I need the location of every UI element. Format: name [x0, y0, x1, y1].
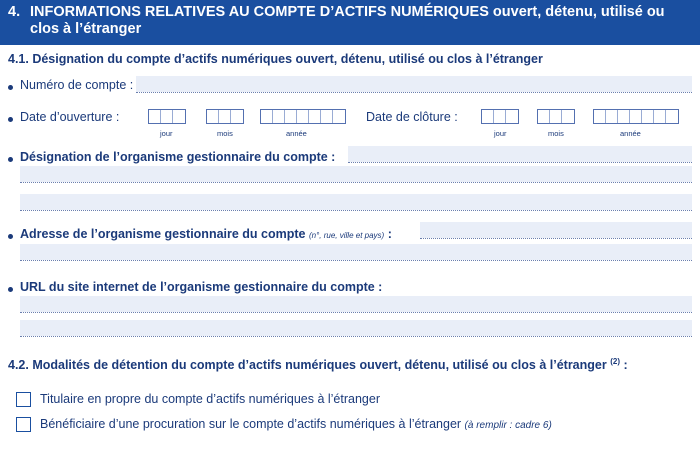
section-title-line1: INFORMATIONS RELATIVES AU COMPTE D’ACTIFS NUMÉRIQUES ouvert, détenu, utilisé ou [30, 4, 665, 20]
opening-month-caption: mois [217, 129, 233, 138]
org-url-underline2 [20, 336, 692, 337]
section-header [0, 0, 700, 45]
closing-month-caption: mois [548, 129, 564, 138]
bullet [8, 117, 13, 122]
org-address-field-line1[interactable] [420, 222, 692, 238]
bullet [8, 85, 13, 90]
org-address-underline1 [420, 238, 692, 239]
org-url-field-line2[interactable] [20, 320, 692, 336]
opening-month-boxes[interactable] [206, 109, 244, 124]
org-address-label: Adresse de l’organisme gestionnaire du compte (n°, rue, ville et pays) : [20, 227, 392, 241]
closing-year-caption: année [620, 129, 641, 138]
proxy-checkbox[interactable] [16, 417, 31, 432]
org-name-underline3 [20, 210, 692, 211]
opening-year-boxes[interactable] [260, 109, 346, 124]
proxy-option-label: Bénéficiaire d’une procuration sur le compte d’actifs numériques à l’étranger (à remplir : cadre 6) [40, 417, 552, 431]
footnote-ref: (2) [610, 357, 620, 366]
closing-month-boxes[interactable] [537, 109, 575, 124]
section-number: 4. [8, 4, 21, 20]
bullet [8, 287, 13, 292]
closing-date-label: Date de clôture : [366, 110, 458, 124]
opening-date-label: Date d’ouverture : [20, 110, 120, 124]
org-name-field-line1[interactable] [348, 146, 692, 162]
proxy-option-hint: (à remplir : cadre 6) [464, 420, 552, 431]
owner-checkbox[interactable] [16, 392, 31, 407]
closing-year-boxes[interactable] [593, 109, 679, 124]
bullet [8, 234, 13, 239]
org-address-hint: (n°, rue, ville et pays) [308, 231, 385, 240]
opening-year-caption: année [286, 129, 307, 138]
subsection-4-2-title: 4.2. Modalités de détention du compte d’actifs numériques ouvert, détenu, utilisé ou clos à l’étranger $^{(2)}$ : [8, 357, 628, 373]
org-name-field-line3[interactable] [20, 194, 692, 210]
org-name-underline1 [348, 162, 692, 163]
org-name-field-line2[interactable] [20, 166, 692, 182]
bullet [8, 157, 13, 162]
org-address-underline2 [20, 260, 692, 261]
account-number-underline [136, 92, 692, 93]
opening-day-caption: jour [160, 129, 173, 138]
org-url-field-line1[interactable] [20, 296, 692, 312]
opening-day-boxes[interactable] [148, 109, 186, 124]
owner-option-label: Titulaire en propre du compte d’actifs numériques à l’étranger [40, 392, 380, 406]
org-name-underline2 [20, 182, 692, 183]
section-title-line2: clos à l’étranger [30, 21, 142, 37]
org-address-field-line2[interactable] [20, 244, 692, 260]
subsection-4-1-title: 4.1. Désignation du compte d’actifs numériques ouvert, détenu, utilisé ou clos à l’étranger [8, 52, 543, 66]
account-number-label: Numéro de compte : [20, 78, 134, 92]
org-name-label: Désignation de l’organisme gestionnaire du compte : [20, 150, 336, 164]
closing-day-boxes[interactable] [481, 109, 519, 124]
account-number-field[interactable] [136, 76, 692, 92]
org-url-label: URL du site internet de l’organisme gestionnaire du compte : [20, 280, 383, 294]
org-url-underline1 [20, 312, 692, 313]
closing-day-caption: jour [494, 129, 507, 138]
